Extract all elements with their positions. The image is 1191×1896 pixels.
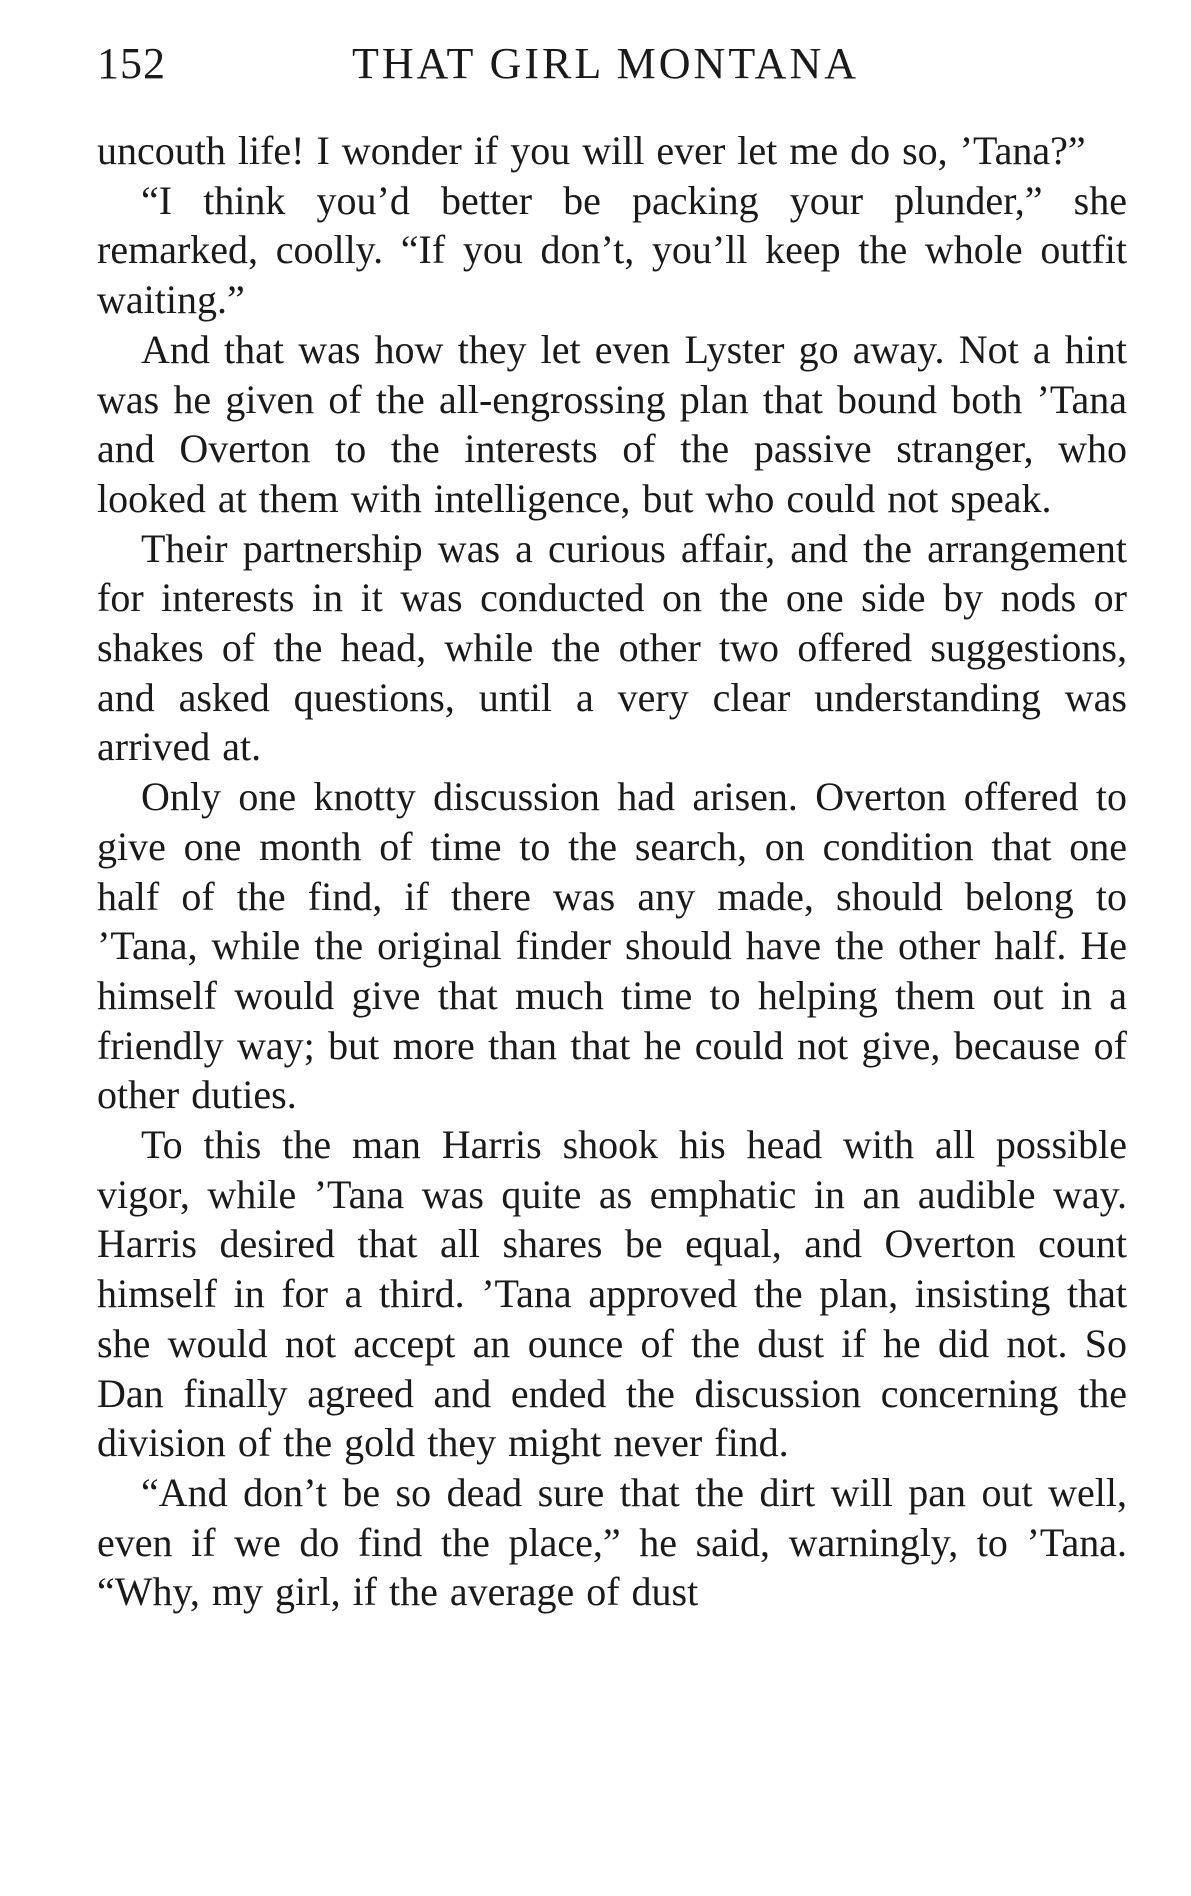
paragraph-6: To this the man Harris shook his head with all possible vigor, while ’Tana was quite as emphatic in an audible way. Harris desired that all shares be equal, and Overton count himself in for a third. ’Tana approved the plan, insisting that she would not accept an ounce of the dust if he did not. So Dan finally agreed and ended the discussion concerning the division of the gold they might never find. — [97, 1122, 1127, 1466]
paragraph-4: Their partnership was a curious affair, and the arrangement for interests in it was conducted on the one side by nods or shakes of the head, while the other two offered suggestions, and asked questions, until a very clear understanding was arrived at. — [97, 525, 1127, 770]
running-head — [97, 28, 1127, 98]
paragraph-7: “And don’t be so dead sure that the dirt will pan out well, even if we do find the place,” he said, warningly, to ’Tana. “Why, my girl, if the average of dust — [97, 1469, 1127, 1615]
paragraph-1: uncouth life! I wonder if you will ever let me do so, ’Tana?” — [97, 128, 1086, 173]
book-title: THAT GIRL MONTANA — [352, 39, 860, 88]
paragraph-5: Only one knotty discussion had arisen. Overton offered to give one month of time to the search, on condition that one half of the find, if there was any made, should belong to ’Tana, while the original finder should have the other half. He himself would give that much time to helping them out in a friendly way; but more than that he could not give, because of other duties. — [97, 774, 1127, 1118]
paragraph-2: “I think you’d better be packing your plunder,” she remarked, coolly. “If you don’t, you’ll keep the whole outfit waiting.” — [97, 177, 1127, 323]
paragraph-3: And that was how they let even Lyster go away. Not a hint was he given of the all-engrossing plan that bound both ’Tana and Overton to the interests of the passive stranger, who looked at them with intelligence, but who could not speak. — [97, 326, 1127, 521]
body-text — [97, 126, 1127, 1617]
page-number: 152 — [97, 39, 166, 88]
